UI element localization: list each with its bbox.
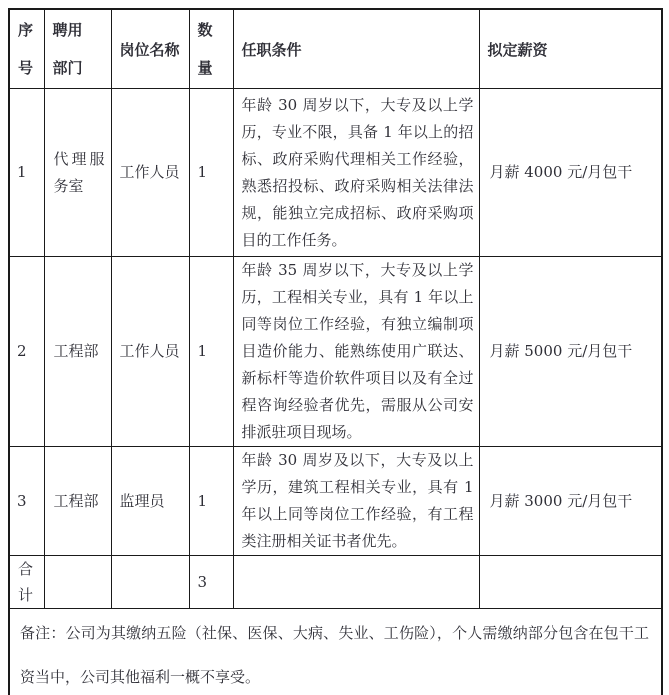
total-label-line1: 合 xyxy=(18,560,34,578)
total-department-empty xyxy=(44,556,111,609)
row2-department: 工程部 xyxy=(44,257,111,447)
row3-position: 监理员 xyxy=(111,447,189,556)
row2-conditions: 年龄 35 周岁以下，大专及以上学历，工程相关专业，具有 1 年以上同等岗位工作经验，有独立编制项目造价能力、能熟练使用广联达、新标杆等造价软件项目以及有全过程咨询经验者优先，需服从公司安排派驻项目现场。 xyxy=(233,257,479,447)
recruitment-table xyxy=(8,8,663,695)
row3-conditions: 年龄 30 周岁及以下，大专及以上学历，建筑工程相关专业，具有 1 年以上同等岗位工作经验，有工程类注册相关证书者优先。 xyxy=(233,447,479,556)
row3-serial-no: 3 xyxy=(9,447,44,556)
table-row-2 xyxy=(9,257,662,447)
row1-position: 工作人员 xyxy=(111,89,189,257)
table-total-row xyxy=(9,556,662,609)
row1-conditions: 年龄 30 周岁以下，大专及以上学历，专业不限，具备 1 年以上的招标、政府采购代理相关工作经验，熟悉招投标、政府采购相关法律法规，能独立完成招标、政府采购项目的工作任务。 xyxy=(233,89,479,257)
row2-quantity: 1 xyxy=(189,257,233,447)
header-cell-conditions: 任职条件 xyxy=(233,9,479,89)
header-cell-department xyxy=(44,9,111,89)
header-quantity-line1: 数 xyxy=(197,21,213,39)
total-salary-empty xyxy=(479,556,662,609)
total-label xyxy=(9,556,44,609)
total-position-empty xyxy=(111,556,189,609)
row3-department: 工程部 xyxy=(44,447,111,556)
header-cell-position: 岗位名称 xyxy=(111,9,189,89)
header-cell-serial-no xyxy=(9,9,44,89)
header-cell-quantity xyxy=(189,9,233,89)
row2-salary: 月薪 5000 元/月包干 xyxy=(479,257,662,447)
table-row-1 xyxy=(9,89,662,257)
header-cell-salary: 拟定薪资 xyxy=(479,9,662,89)
row3-quantity: 1 xyxy=(189,447,233,556)
row2-serial-no: 2 xyxy=(9,257,44,447)
table-note-row xyxy=(9,609,662,695)
header-department-line2: 部门 xyxy=(52,59,83,77)
total-quantity: 3 xyxy=(189,556,233,609)
row1-serial-no: 1 xyxy=(9,89,44,257)
table-row-3 xyxy=(9,447,662,556)
row1-salary: 月薪 4000 元/月包干 xyxy=(479,89,662,257)
header-serial-no-line1: 序 xyxy=(18,21,34,39)
total-conditions-empty xyxy=(233,556,479,609)
row2-position: 工作人员 xyxy=(111,257,189,447)
header-quantity-line2: 量 xyxy=(197,59,213,77)
row1-department: 代理服务室 xyxy=(44,89,111,257)
row1-quantity: 1 xyxy=(189,89,233,257)
total-label-line2: 计 xyxy=(18,586,34,604)
row3-salary: 月薪 3000 元/月包干 xyxy=(479,447,662,556)
table-header-row xyxy=(9,9,662,89)
header-serial-no-line2: 号 xyxy=(18,59,34,77)
header-department-line1: 聘用 xyxy=(52,21,83,39)
note-text: 备注：公司为其缴纳五险（社保、医保、大病、失业、工伤险），个人需缴纳部分包含在包干工资当中，公司其他福利一概不享受。 xyxy=(9,609,662,695)
